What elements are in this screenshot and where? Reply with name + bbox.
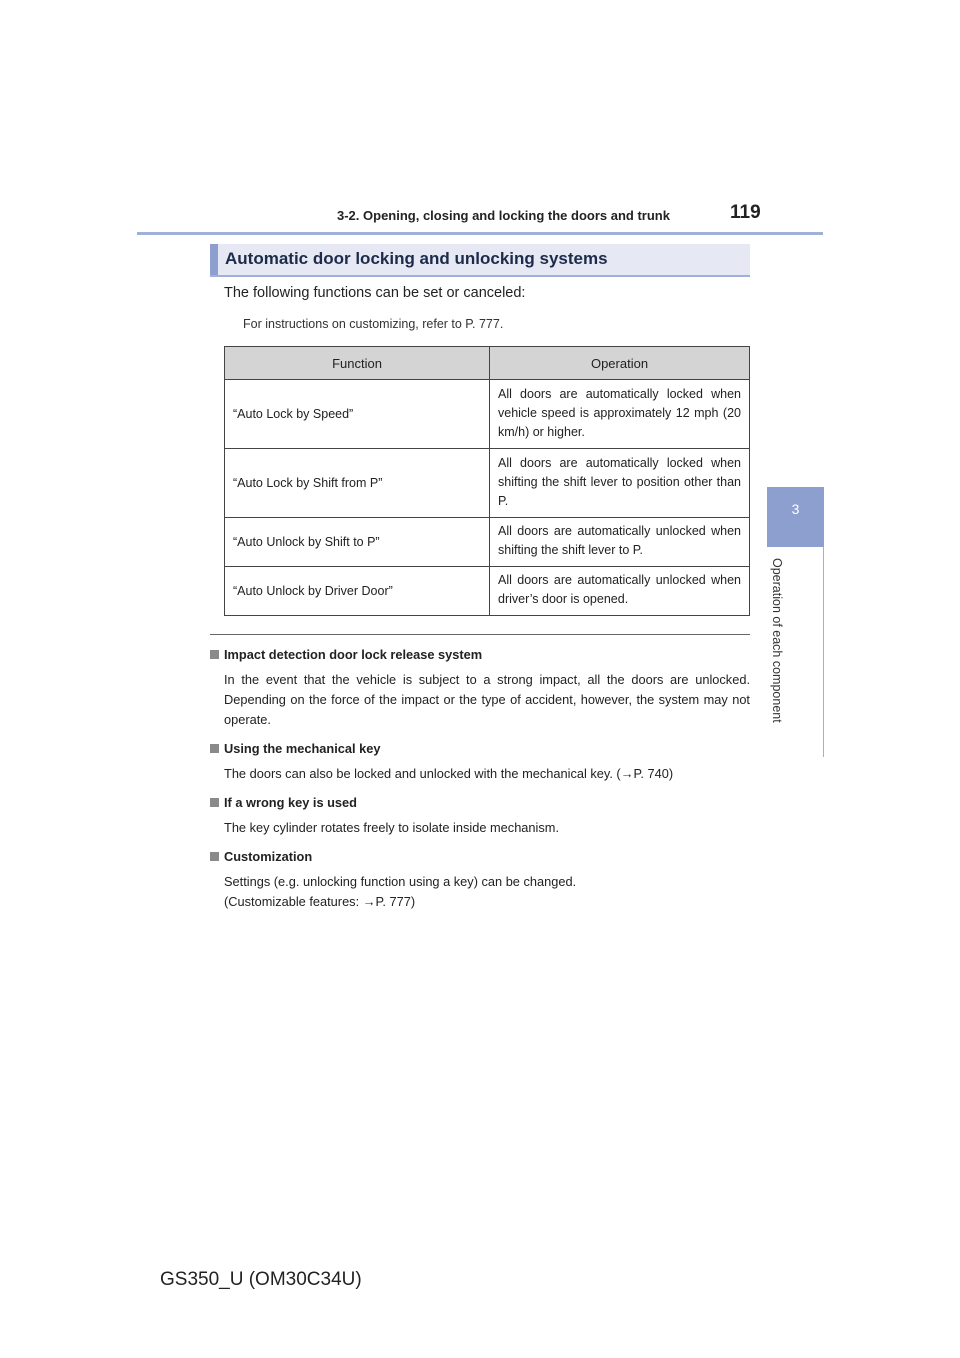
table-row (225, 518, 750, 567)
chapter-tab-line (823, 547, 824, 757)
table-row (225, 449, 750, 518)
note-customization (210, 848, 750, 912)
chapter-number: 3 (791, 501, 800, 517)
chapter-title-vertical (770, 558, 790, 758)
note-impact-detection (210, 646, 750, 730)
operation-cell: All doors are automatically locked when vehicle speed is approximately 12 mph (20 km/h) or higher. (490, 380, 750, 449)
functions-table (224, 346, 750, 616)
note-heading-text: Customization (224, 849, 313, 864)
square-bullet-icon (210, 744, 219, 753)
function-cell: “Auto Lock by Speed” (225, 380, 490, 449)
page-number: 119 (730, 202, 761, 223)
notes-divider (210, 634, 750, 635)
table-row (225, 380, 750, 449)
chapter-title: Operation of each component (770, 558, 784, 723)
section-heading-bar (210, 244, 750, 277)
note-heading-text: If a wrong key is used (224, 795, 357, 810)
note-body: In the event that the vehicle is subject to a strong impact, all the doors are unlocked. Depending on the force of the impact or the type of accident, however, the system may not operate. (224, 672, 750, 727)
header-rule (137, 232, 823, 235)
note-body-line: Settings (e.g. unlocking function using a key) can be changed. (224, 874, 577, 889)
note-heading-text: Impact detection door lock release system (224, 647, 483, 662)
customize-reference: For instructions on customizing, refer to P. 777. (243, 317, 504, 331)
table-header-row (225, 347, 750, 380)
square-bullet-icon (210, 650, 219, 659)
note-body (224, 872, 750, 912)
operation-cell: All doors are automatically locked when shifting the shift lever to position other than P. (490, 449, 750, 518)
section-heading-accent (210, 244, 218, 275)
note-body: The doors can also be locked and unlocked with the mechanical key. (→P. 740) (224, 766, 674, 781)
table-row (225, 567, 750, 616)
note-heading (210, 848, 750, 866)
running-header: 3-2. Opening, closing and locking the doors and trunk (337, 208, 670, 223)
note-heading (210, 646, 750, 664)
note-mechanical-key (210, 740, 750, 784)
note-heading (210, 740, 750, 758)
function-cell: “Auto Unlock by Shift to P” (225, 518, 490, 567)
square-bullet-icon (210, 798, 219, 807)
model-code-footer: GS350_U (OM30C34U) (160, 1269, 362, 1290)
note-heading-text: Using the mechanical key (224, 741, 381, 756)
column-header-operation: Operation (490, 347, 750, 380)
note-body-line: (Customizable features: →P. 777) (224, 894, 416, 909)
note-wrong-key (210, 794, 750, 838)
column-header-function: Function (225, 347, 490, 380)
note-body: The key cylinder rotates freely to isolate inside mechanism. (224, 820, 559, 835)
chapter-tab (767, 487, 824, 547)
operation-cell: All doors are automatically unlocked when shifting the shift lever to P. (490, 518, 750, 567)
section-title: Automatic door locking and unlocking systems (225, 249, 608, 268)
notes-section (210, 646, 750, 922)
operation-cell: All doors are automatically unlocked when driver’s door is opened. (490, 567, 750, 616)
function-cell: “Auto Lock by Shift from P” (225, 449, 490, 518)
note-heading (210, 794, 750, 812)
square-bullet-icon (210, 852, 219, 861)
intro-text: The following functions can be set or canceled: (224, 285, 526, 301)
function-cell: “Auto Unlock by Driver Door” (225, 567, 490, 616)
